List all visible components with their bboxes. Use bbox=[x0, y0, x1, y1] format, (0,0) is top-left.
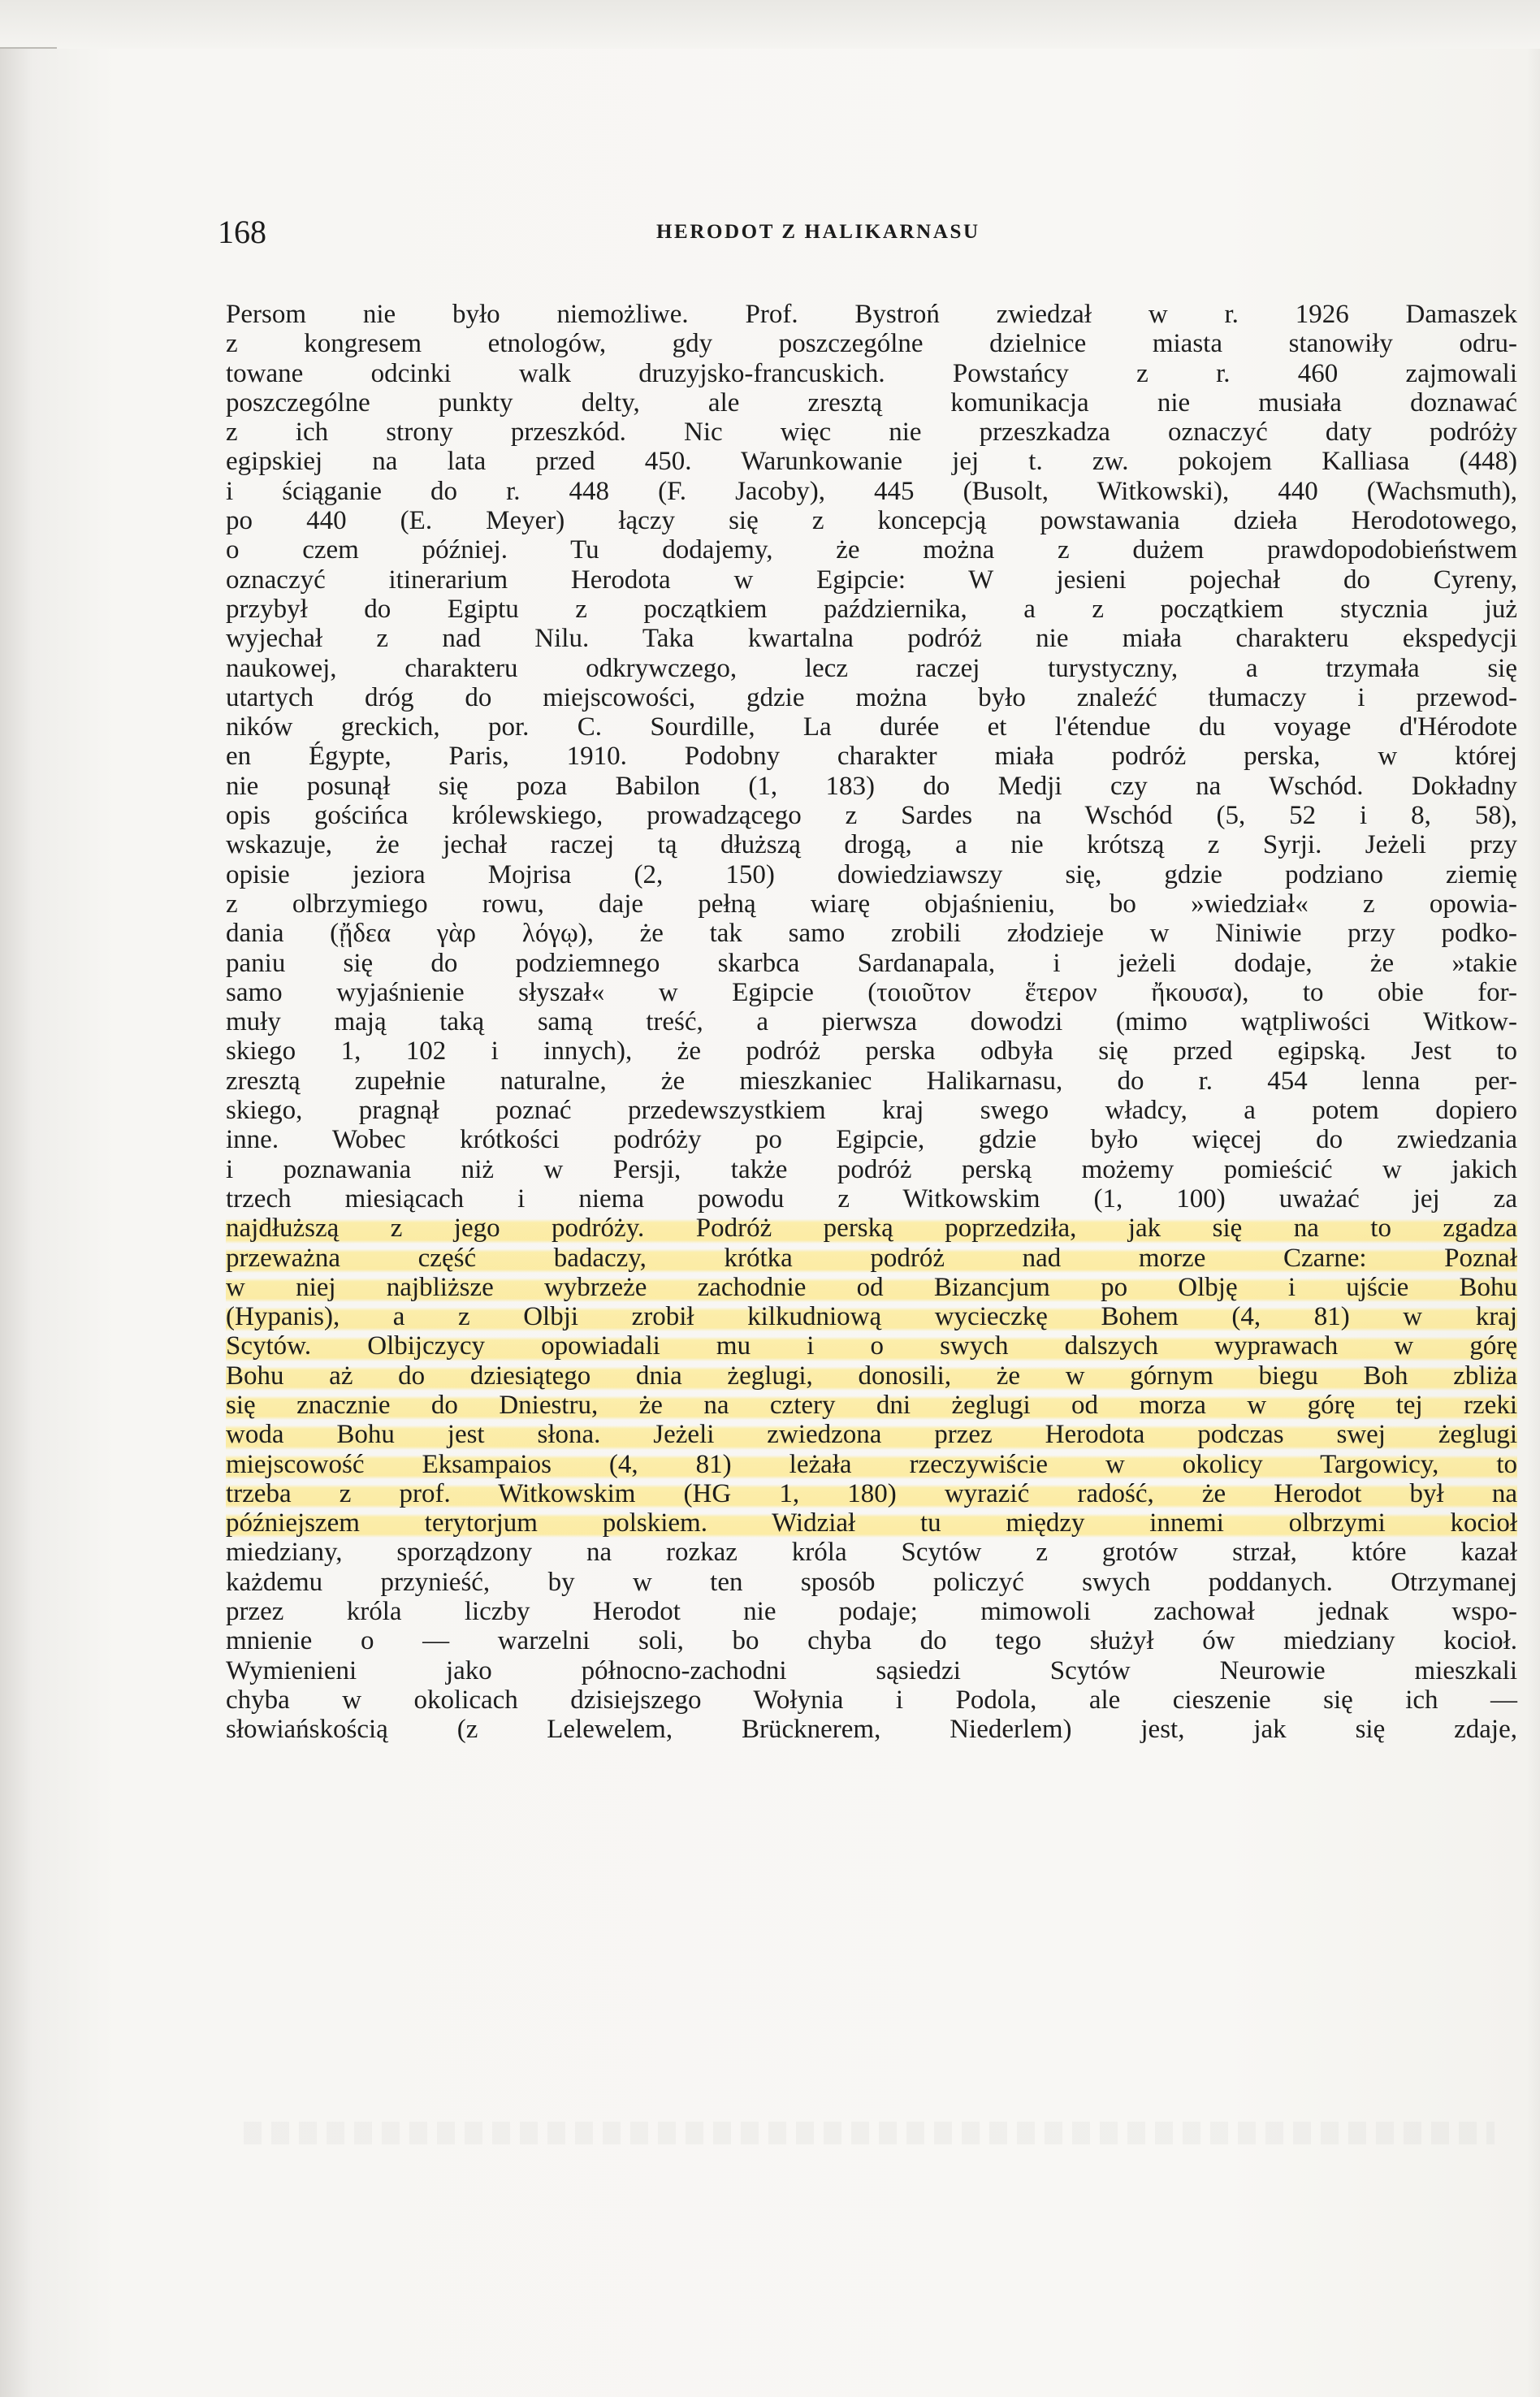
text-line: zresztą zupełnie naturalne, że mieszkaniec Halikarnasu, do r. 454 lenna per- bbox=[226, 1066, 1517, 1096]
text-line: skiego 1, 102 i innych), że podróż perska odbyła się przed egipską. Jest to bbox=[226, 1036, 1517, 1067]
text-line: i poznawania niż w Persji, także podróż perską możemy pomieścić w jakich bbox=[226, 1154, 1517, 1184]
text-line: z ich strony przeszkód. Nic więc nie przeszkadza oznaczyć daty podróży bbox=[226, 418, 1517, 448]
text-line: (Hypanis), a z Olbji zrobił kilkudniową wycieczkę Bohem (4, 81) w kraj bbox=[226, 1302, 1517, 1332]
text-line: późniejszem terytorjum polskiem. Widział tu między innemi olbrzymi kocioł bbox=[226, 1508, 1517, 1538]
bleed-through-text bbox=[244, 2122, 1495, 2144]
text-line: nie posunął się poza Babilon (1, 183) do Medji czy na Wschód. Dokładny bbox=[226, 771, 1517, 801]
text-line: egipskiej na lata przed 450. Warunkowanie jej t. zw. pokojem Kalliasa (448) bbox=[226, 447, 1517, 477]
text-line: samo wyjaśnienie słyszał« w Egipcie (τοιοῦτον ἕτερον ἤκουσα), to obie for- bbox=[226, 977, 1517, 1007]
text-line: z kongresem etnologów, gdy poszczególne dzielnice miasta stanowiły odru- bbox=[226, 329, 1517, 359]
text-line: naukowej, charakteru odkrywczego, lecz raczej turystyczny, a trzymała się bbox=[226, 653, 1517, 683]
text-line: opis gościńca królewskiego, prowadzącego z Sardes na Wschód (5, 52 i 8, 58), bbox=[226, 801, 1517, 831]
text-line: mnienie o — warzelni soli, bo chyba do tego służył ów miedziany kocioł. bbox=[226, 1626, 1517, 1656]
text-line: każdemu przynieść, by w ten sposób policzyć swych poddanych. Otrzymanej bbox=[226, 1567, 1517, 1597]
text-line: chyba w okolicach dzisiejszego Wołynia i Podola, ale cieszenie się ich — bbox=[226, 1685, 1517, 1715]
text-line: opisie jeziora Mojrisa (2, 150) dowiedziawszy się, gdzie podziano ziemię bbox=[226, 859, 1517, 889]
text-line: wyjechał z nad Nilu. Taka kwartalna podróż nie miała charakteru ekspedycji bbox=[226, 624, 1517, 654]
text-line: Wymienieni jako północno-zachodni sąsiedzi Scytów Neurowie mieszkali bbox=[226, 1655, 1517, 1685]
text-line: Bohu aż do dziesiątego dnia żeglugi, donosili, że w górnym biegu Boh zbliża bbox=[226, 1361, 1517, 1391]
text-line: po 440 (E. Meyer) łączy się z koncepcją powstawania dzieła Herodotowego, bbox=[226, 506, 1517, 536]
text-line: muły mają taką samą treść, a pierwsza dowodzi (mimo wątpliwości Witkow- bbox=[226, 1007, 1517, 1037]
text-line: skiego, pragnął poznać przedewszystkiem kraj swego władcy, a potem dopiero bbox=[226, 1096, 1517, 1126]
text-line: utartych dróg do miejscowości, gdzie można było znaleźć tłumaczy i przewod- bbox=[226, 682, 1517, 712]
text-line: ników greckich, por. C. Sourdille, La durée et l'étendue du voyage d'Hérodote bbox=[226, 712, 1517, 742]
text-line: paniu się do podziemnego skarbca Sardanapala, i jeżeli dodaje, że »takie bbox=[226, 948, 1517, 978]
body-text bbox=[226, 300, 1517, 1745]
page-number: 168 bbox=[218, 214, 266, 250]
running-head: HERODOT Z HALIKARNASU bbox=[656, 221, 980, 243]
text-line: i ściąganie do r. 448 (F. Jacoby), 445 (Busolt, Witkowski), 440 (Wachsmuth), bbox=[226, 476, 1517, 506]
text-line: dania (ᾔδεα γὰρ λόγῳ), że tak samo zrobili złodzieje w Niniwie przy podko- bbox=[226, 919, 1517, 949]
text-line: en Égypte, Paris, 1910. Podobny charakter miała podróż perska, w której bbox=[226, 742, 1517, 772]
text-line: woda Bohu jest słona. Jeżeli zwiedzona przez Herodota podczas swej żeglugi bbox=[226, 1420, 1517, 1450]
text-line: słowiańskością (z Lelewelem, Brücknerem, Niederlem) jest, jak się zdaje, bbox=[226, 1715, 1517, 1745]
text-line: towane odcinki walk druzyjsko-francuskich. Powstańcy z r. 460 zajmowali bbox=[226, 358, 1517, 388]
text-line: przeważna część badaczy, krótka podróż nad morze Czarne: Poznał bbox=[226, 1243, 1517, 1273]
top-left-rule bbox=[0, 47, 57, 49]
text-line: w niej najbliższe wybrzeże zachodnie od Bizancjum po Olbję i ujście Bohu bbox=[226, 1272, 1517, 1302]
text-line: miejscowość Eksampaios (4, 81) leżała rzeczywiście w okolicy Targowicy, to bbox=[226, 1449, 1517, 1479]
text-line: przybył do Egiptu z początkiem października, a z początkiem stycznia już bbox=[226, 594, 1517, 624]
text-line: Persom nie było niemożliwe. Prof. Bystroń zwiedzał w r. 1926 Damaszek bbox=[226, 300, 1517, 329]
text-line: miedziany, sporządzony na rozkaz króla Scytów z grotów strzał, które kazał bbox=[226, 1538, 1517, 1568]
text-line: o czem później. Tu dodajemy, że można z dużem prawdopodobieństwem bbox=[226, 535, 1517, 565]
text-line: oznaczyć itinerarium Herodota w Egipcie: W jesieni pojechał do Cyreny, bbox=[226, 565, 1517, 595]
text-line: trzech miesiącach i niema powodu z Witkowskim (1, 100) uważać jej za bbox=[226, 1183, 1517, 1214]
text-line: trzeba z prof. Witkowskim (HG 1, 180) wyrazić radość, że Herodot był na bbox=[226, 1478, 1517, 1508]
text-line: inne. Wobec krótkości podróży po Egipcie, gdzie było więcej do zwiedzania bbox=[226, 1125, 1517, 1155]
text-line: Scytów. Olbijczycy opowiadali mu i o swych dalszych wyprawach w górę bbox=[226, 1331, 1517, 1361]
text-line: się znacznie do Dniestru, że na cztery dni żeglugi od morza w górę tej rzeki bbox=[226, 1390, 1517, 1420]
text-line: przez króla liczby Herodot nie podaje; mimowoli zachował jednak wspo- bbox=[226, 1597, 1517, 1627]
text-line: wskazuje, że jechał raczej tą dłuższą drogą, a nie krótszą z Syrji. Jeżeli przy bbox=[226, 830, 1517, 860]
text-line: najdłuższą z jego podróży. Podróż perską poprzedziła, jak się na to zgadza bbox=[226, 1214, 1517, 1244]
text-line: z olbrzymiego rowu, daje pełną wiarę objaśnieniu, bo »wiedział« z opowia- bbox=[226, 889, 1517, 919]
text-line: poszczególne punkty delty, ale zresztą komunikacja nie musiała doznawać bbox=[226, 387, 1517, 418]
page-top-edge bbox=[0, 0, 1540, 49]
page-header bbox=[218, 213, 1460, 252]
